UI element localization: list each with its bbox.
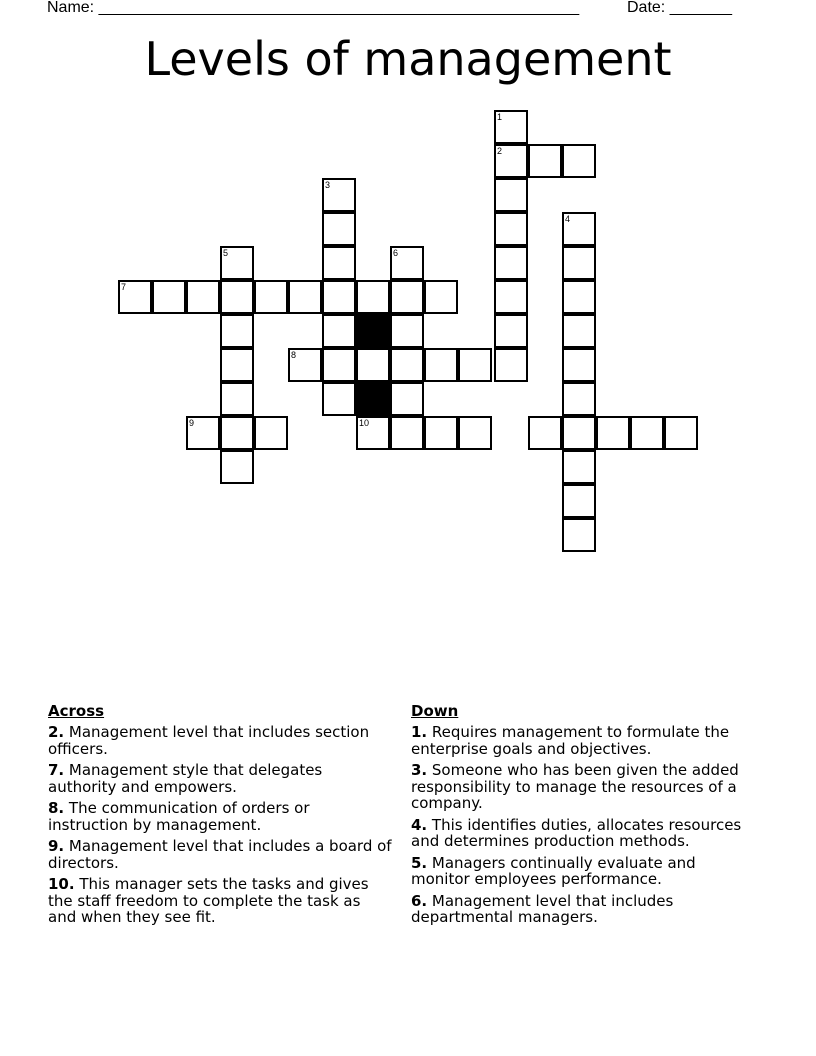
blocked-cell — [356, 314, 390, 348]
across-clue — [48, 800, 393, 833]
crossword-cell[interactable] — [494, 348, 528, 382]
clue-text: Management level that includes a board of directors. — [48, 837, 392, 872]
crossword-cell[interactable] — [562, 416, 596, 450]
crossword-cell[interactable] — [322, 246, 356, 280]
crossword-cell[interactable] — [254, 280, 288, 314]
date-field[interactable]: Date: _______ — [627, 0, 732, 16]
clue-number: 10. — [48, 875, 75, 893]
crossword-cell[interactable] — [220, 280, 254, 314]
crossword-cell[interactable] — [562, 314, 596, 348]
crossword-cell[interactable] — [562, 212, 596, 246]
clue-number: 2. — [48, 723, 65, 741]
clue-number: 2 — [497, 146, 503, 156]
crossword-cell[interactable] — [562, 348, 596, 382]
clue-number: 1. — [411, 723, 428, 741]
clue-number: 8 — [291, 350, 297, 360]
crossword-cell[interactable] — [494, 110, 528, 144]
clue-text: Management level that includes section officers. — [48, 723, 370, 758]
clue-text: This identifies duties, allocates resources and determines production methods. — [411, 815, 742, 850]
crossword-cell[interactable] — [424, 416, 458, 450]
crossword-cell[interactable] — [528, 416, 562, 450]
clue-text: Requires management to formulate the enterprise goals and objectives. — [411, 723, 730, 758]
across-clue — [48, 724, 393, 757]
crossword-cell[interactable] — [322, 314, 356, 348]
blocked-cell — [356, 382, 390, 416]
clue-number: 7 — [121, 282, 127, 292]
across-heading: Across — [48, 702, 105, 720]
clue-text: Management style that delegates authority and empowers. — [48, 761, 323, 796]
crossword-cell[interactable] — [356, 416, 390, 450]
down-clue — [411, 724, 756, 757]
name-field[interactable]: Name: ______________________________________________________ — [47, 0, 580, 16]
crossword-cell[interactable] — [322, 280, 356, 314]
crossword-cell[interactable] — [494, 212, 528, 246]
crossword-cell[interactable] — [152, 280, 186, 314]
crossword-cell[interactable] — [186, 280, 220, 314]
down-clue — [411, 762, 756, 812]
clue-text: Managers continually evaluate and monitor employees performance. — [411, 853, 696, 888]
crossword-cell[interactable] — [390, 246, 424, 280]
clue-number: 9 — [189, 418, 195, 428]
crossword-cell[interactable] — [118, 280, 152, 314]
crossword-cell[interactable] — [528, 144, 562, 178]
clue-text: Management level that includes departmental managers. — [411, 891, 674, 926]
crossword-cell[interactable] — [390, 314, 424, 348]
crossword-cell[interactable] — [494, 144, 528, 178]
crossword-cell[interactable] — [562, 382, 596, 416]
clue-number: 1 — [497, 112, 503, 122]
crossword-cell[interactable] — [562, 246, 596, 280]
crossword-cell[interactable] — [424, 348, 458, 382]
crossword-cell[interactable] — [220, 382, 254, 416]
crossword-cell[interactable] — [356, 280, 390, 314]
crossword-cell[interactable] — [664, 416, 698, 450]
crossword-cell[interactable] — [322, 178, 356, 212]
crossword-cell[interactable] — [322, 348, 356, 382]
down-clues — [411, 702, 756, 931]
down-heading: Down — [411, 702, 459, 720]
crossword-cell[interactable] — [562, 280, 596, 314]
crossword-cell[interactable] — [322, 212, 356, 246]
clue-number: 5 — [223, 248, 229, 258]
crossword-cell[interactable] — [562, 144, 596, 178]
crossword-cell[interactable] — [356, 348, 390, 382]
down-clue — [411, 893, 756, 926]
clue-number: 10 — [359, 418, 370, 428]
clue-number: 3. — [411, 761, 428, 779]
clue-number: 5. — [411, 853, 428, 872]
crossword-cell[interactable] — [288, 280, 322, 314]
across-clues — [48, 702, 393, 931]
crossword-cell[interactable] — [458, 416, 492, 450]
crossword-cell[interactable] — [254, 416, 288, 450]
crossword-cell[interactable] — [494, 314, 528, 348]
crossword-cell[interactable] — [390, 280, 424, 314]
crossword-cell[interactable] — [596, 416, 630, 450]
across-clue — [48, 876, 393, 926]
crossword-cell[interactable] — [322, 382, 356, 416]
crossword-cell[interactable] — [494, 280, 528, 314]
across-clue — [48, 762, 393, 795]
down-clue — [411, 855, 756, 888]
crossword-cell[interactable] — [390, 382, 424, 416]
down-clue — [411, 817, 756, 850]
crossword-cell[interactable] — [494, 246, 528, 280]
clue-number: 3 — [325, 180, 331, 190]
crossword-cell[interactable] — [494, 178, 528, 212]
crossword-cell[interactable] — [458, 348, 492, 382]
crossword-cell[interactable] — [630, 416, 664, 450]
clue-number: 6. — [411, 891, 428, 910]
clue-number: 4 — [565, 214, 571, 224]
crossword-cell[interactable] — [220, 246, 254, 280]
clue-number: 8. — [48, 799, 65, 817]
clue-number: 4. — [411, 815, 428, 834]
crossword-cell[interactable] — [424, 280, 458, 314]
across-clue — [48, 838, 393, 871]
clue-number: 6 — [393, 248, 399, 258]
crossword-cell[interactable] — [562, 518, 596, 552]
crossword-cell[interactable] — [220, 348, 254, 382]
page-title: Levels of management — [144, 32, 672, 86]
crossword-cell[interactable] — [562, 450, 596, 484]
clue-number: 9. — [48, 837, 65, 855]
crossword-cell[interactable] — [186, 416, 220, 450]
clue-text: Someone who has been given the added responsibility to manage the resources of a company. — [411, 761, 739, 812]
crossword-cell[interactable] — [220, 416, 254, 450]
clue-number: 7. — [48, 761, 65, 779]
crossword-cell[interactable] — [288, 348, 322, 382]
crossword-cell[interactable] — [390, 348, 424, 382]
crossword-cell[interactable] — [220, 314, 254, 348]
crossword-cell[interactable] — [390, 416, 424, 450]
clue-text: This manager sets the tasks and gives the staff freedom to complete the task as and when they see fit. — [48, 875, 369, 926]
clue-text: The communication of orders or instruction by management. — [48, 799, 310, 834]
crossword-cell[interactable] — [562, 484, 596, 518]
crossword-cell[interactable] — [220, 450, 254, 484]
